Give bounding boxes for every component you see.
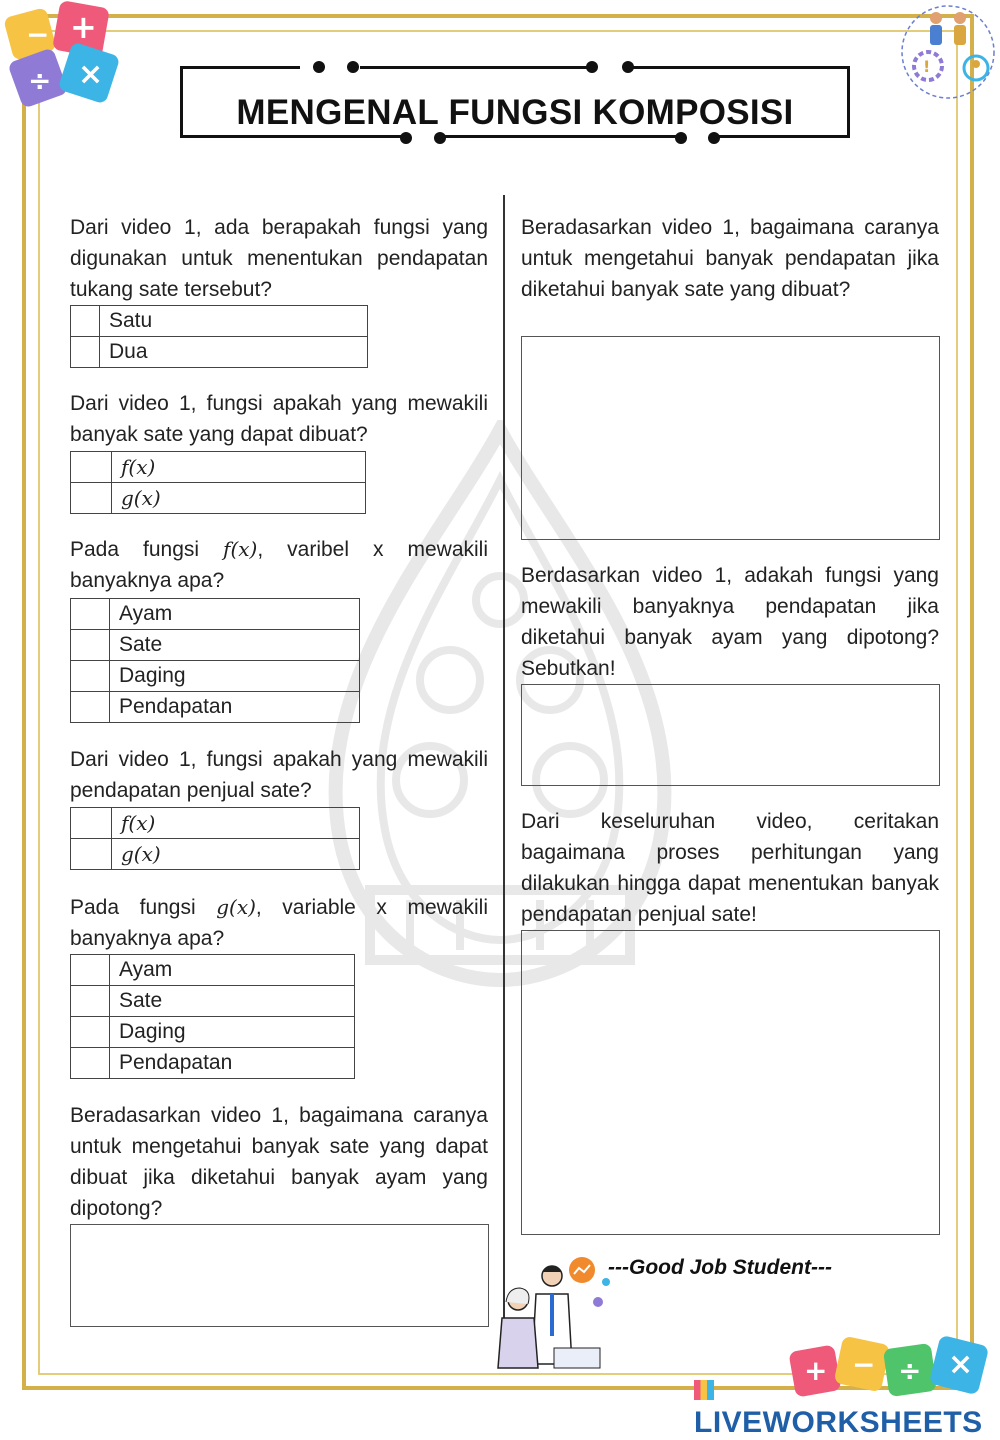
svg-text:÷: ÷ [28, 64, 52, 97]
brand-icon [694, 1380, 714, 1400]
question-3 [70, 534, 488, 596]
option-checkbox[interactable] [71, 986, 110, 1017]
answer-box-6[interactable] [70, 1224, 489, 1327]
answer-box-9[interactable] [521, 930, 940, 1235]
option-label: g(x) [112, 839, 360, 870]
option-label: Dua [100, 337, 368, 368]
option-row[interactable] [71, 483, 366, 514]
title-box [180, 66, 850, 138]
option-label: Pendapatan [110, 692, 360, 723]
column-divider [503, 195, 505, 1335]
option-label: f(x) [112, 808, 360, 839]
title-dot [400, 132, 412, 144]
option-checkbox[interactable] [71, 839, 112, 870]
options-table-2 [70, 451, 366, 514]
title-dot [708, 132, 720, 144]
svg-text:×: × [78, 57, 104, 92]
question-4: Dari video 1, fungsi apakah yang mewakili pendapatan penjual sate? [70, 748, 488, 802]
option-label: f(x) [112, 452, 366, 483]
brand-name: LIVEWORKSHEETS [694, 1406, 983, 1439]
title-dot [434, 132, 446, 144]
option-checkbox[interactable] [71, 599, 110, 630]
options-table-1 [70, 305, 368, 368]
option-checkbox[interactable] [71, 337, 100, 368]
option-checkbox[interactable] [71, 306, 100, 337]
svg-text:+: + [70, 8, 97, 46]
answer-box-7[interactable] [521, 336, 940, 540]
option-label: Daging [110, 661, 360, 692]
option-row[interactable] [71, 955, 355, 986]
title-dot [622, 61, 634, 73]
brand-logo[interactable] [694, 1372, 1000, 1440]
option-row[interactable] [71, 337, 368, 368]
options-table-4 [70, 807, 360, 870]
svg-text:×: × [948, 1347, 974, 1382]
title-dot [313, 61, 325, 73]
question-6: Beradasarkan video 1, bagaimana caranya untuk mengetahui banyak sate yang dapat dibuat jika diketahui banyak ayam yang dipotong? [70, 1104, 488, 1220]
title-dot [675, 132, 687, 144]
question-text: Pada fungsi [70, 896, 217, 919]
question-7: Beradasarkan video 1, bagaimana caranya untuk mengetahui banyak pendapatan jika diketahui banyak sate yang dibuat? [521, 216, 939, 301]
option-label: g(x) [112, 483, 366, 514]
option-row[interactable] [71, 452, 366, 483]
option-checkbox[interactable] [71, 661, 110, 692]
people-illustration-icon [494, 1254, 618, 1372]
option-checkbox[interactable] [71, 692, 110, 723]
svg-text:+: + [804, 1354, 828, 1387]
svg-text:−: − [852, 1348, 876, 1381]
option-checkbox[interactable] [71, 1017, 110, 1048]
title-dot [347, 61, 359, 73]
title-dot [586, 61, 598, 73]
option-checkbox[interactable] [71, 452, 112, 483]
option-checkbox[interactable] [71, 808, 112, 839]
option-row[interactable] [71, 808, 360, 839]
question-text: Pada fungsi [70, 538, 224, 561]
option-label: Daging [110, 1017, 355, 1048]
option-row[interactable] [71, 630, 360, 661]
question-text: , varibel x mewakili banyaknya apa? [70, 538, 488, 592]
svg-text:!: ! [923, 57, 931, 76]
math-operators-icon [0, 0, 130, 110]
option-row[interactable] [71, 986, 355, 1017]
option-row[interactable] [71, 1017, 355, 1048]
answer-box-8[interactable] [521, 684, 940, 786]
option-checkbox[interactable] [71, 630, 110, 661]
option-label: Sate [110, 986, 355, 1017]
option-row[interactable] [71, 1048, 355, 1079]
team-gear-icon [898, 0, 1000, 104]
math-expression: g(x) [216, 895, 256, 919]
question-9: Dari keseluruhan video, ceritakan bagaimana proses perhitungan yang dilakukan hingga dapat menentukan banyak pendapatan penjual sate! [521, 810, 939, 926]
svg-text:÷: ÷ [898, 1354, 922, 1387]
option-label: Ayam [110, 599, 360, 630]
page-title: MENGENAL FUNGSI KOMPOSISI [236, 93, 794, 132]
options-table-3 [70, 598, 360, 723]
option-label: Ayam [110, 955, 355, 986]
svg-text:−: − [26, 18, 50, 51]
question-2: Dari video 1, fungsi apakah yang mewakili banyak sate yang dapat dibuat? [70, 392, 488, 446]
question-8: Berdasarkan video 1, adakah fungsi yang mewakili banyaknya pendapatan jika diketahui banyak ayam yang dipotong? Sebutkan! [521, 564, 939, 680]
question-1: Dari video 1, ada berapakah fungsi yang digunakan untuk menentukan pendapatan tukang sate tersebut? [70, 216, 488, 301]
option-checkbox[interactable] [71, 483, 112, 514]
footer-message: ---Good Job Student--- [608, 1256, 832, 1279]
option-row[interactable] [71, 839, 360, 870]
option-checkbox[interactable] [71, 1048, 110, 1079]
question-5 [70, 892, 488, 954]
option-row[interactable] [71, 306, 368, 337]
math-expression: f(x) [223, 537, 258, 561]
question-text: , variable x mewakili banyaknya apa? [70, 896, 488, 950]
option-row[interactable] [71, 661, 360, 692]
option-label: Pendapatan [110, 1048, 355, 1079]
option-row[interactable] [71, 599, 360, 630]
option-label: Sate [110, 630, 360, 661]
option-label: Satu [100, 306, 368, 337]
options-table-5 [70, 954, 355, 1079]
option-row[interactable] [71, 692, 360, 723]
option-checkbox[interactable] [71, 955, 110, 986]
